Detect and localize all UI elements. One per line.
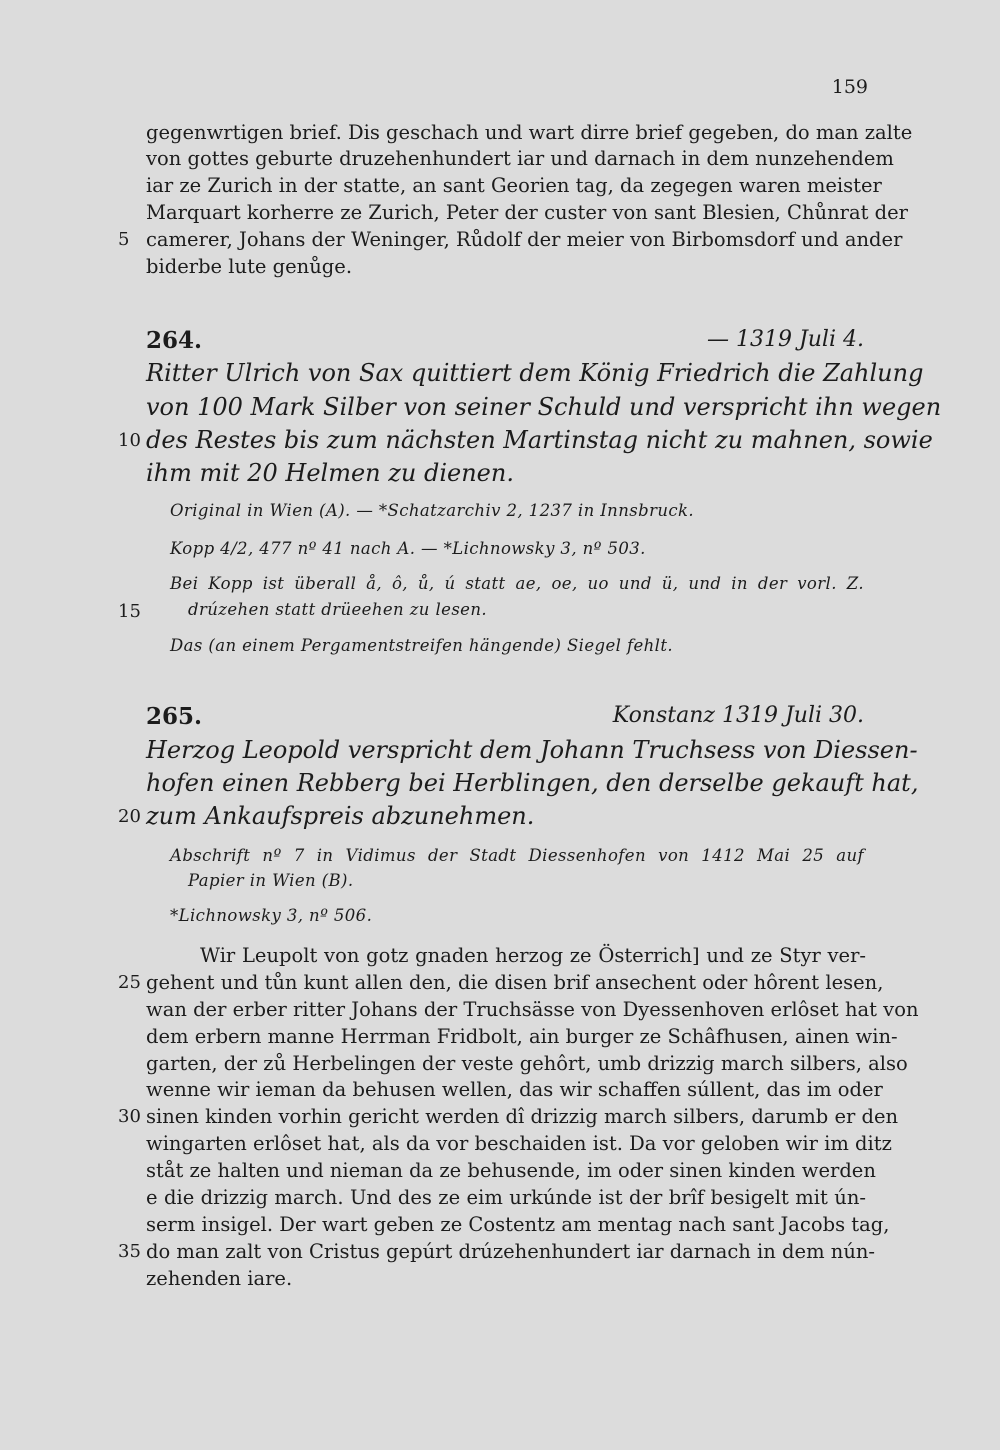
text-line: biderbe lute genůge. <box>146 255 353 278</box>
text-line: zehenden iare. <box>146 1267 293 1290</box>
text-line: gehent und tůn kunt allen den, die disen brif ansechent oder hôrent lesen, <box>146 971 884 994</box>
line-number: 35 <box>118 1241 141 1262</box>
text-line: wan der erber ritter Johans der Truchsässe von Dyessenhoven erlôset hat von <box>146 998 919 1021</box>
text-line: ståt ze halten und nieman da ze behusende, im oder sinen kinden werden <box>146 1159 876 1182</box>
line-number: 20 <box>118 806 141 827</box>
source-note: Original in Wien (A). — *Schatzarchiv 2, 1237 in Innsbruck. <box>170 501 695 520</box>
page-number: 159 <box>831 76 868 98</box>
text-line: e die drizzig march. Und des ze eim urkúnde ist der brîf besigelt mit ún- <box>146 1186 866 1209</box>
text-line: gegenwrtigen brief. Dis geschach und wart dirre brief gegeben, do man zalte <box>146 121 913 144</box>
source-note: Papier in Wien (B). <box>188 871 354 890</box>
line-number: 25 <box>118 972 141 993</box>
source-note: drúzehen statt drüeehen zu lesen. <box>188 600 488 619</box>
text-line: Marquart korherre ze Zurich, Peter der custer von sant Blesien, Chůnrat der <box>146 201 908 224</box>
source-note: Abschrift nº 7 in Vidimus der Stadt Diessenhofen von 1412 Mai 25 auf <box>170 846 864 865</box>
regest-line: zum Ankaufspreis abzunehmen. <box>146 802 535 830</box>
entry-number: 264. <box>146 327 203 354</box>
text-line: wenne wir ieman da behusen wellen, das wir schaffen súllent, das im oder <box>146 1078 883 1101</box>
source-note: *Lichnowsky 3, nº 506. <box>170 906 373 925</box>
line-number: 10 <box>118 430 141 451</box>
regest-line: Herzog Leopold verspricht dem Johann Truchsess von Diessen- <box>146 736 918 764</box>
line-number: 15 <box>118 601 141 622</box>
text-line: sinen kinden vorhin gericht werden dî drizzig march silbers, darumb er den <box>146 1105 899 1128</box>
text-line: dem erbern manne Herrman Fridbolt, ain burger ze Schâfhusen, ainen win- <box>146 1025 898 1048</box>
text-line: iar ze Zurich in der statte, an sant Georien tag, da zegegen waren meister <box>146 174 882 197</box>
entry-heading <box>146 703 864 733</box>
text-line: do man zalt von Cristus gepúrt drúzehenhundert iar darnach in dem nún- <box>146 1240 876 1263</box>
regest-line: des Restes bis zum nächsten Martinstag nicht zu mahnen, sowie <box>146 426 933 454</box>
text-line: garten, der zů Herbelingen der veste gehôrt, umb drizzig march silbers, also <box>146 1052 908 1075</box>
regest-line: hofen einen Rebberg bei Herblingen, den derselbe gekauft hat, <box>146 769 919 797</box>
text-line: camerer, Johans der Weninger, Růdolf der meier von Birbomsdorf und ander <box>146 228 903 251</box>
entry-date: — 1319 Juli 4. <box>706 327 864 352</box>
entry-number: 265. <box>146 703 203 730</box>
source-note: Kopp 4/2, 477 nº 41 nach A. — *Lichnowsky 3, nº 503. <box>170 539 646 558</box>
line-number: 5 <box>118 229 130 250</box>
regest-line: Ritter Ulrich von Sax quittiert dem König Friedrich die Zahlung <box>146 359 924 387</box>
text-line: serm insigel. Der wart geben ze Costentz am mentag nach sant Jacobs tag, <box>146 1213 890 1236</box>
entry-heading <box>146 327 864 357</box>
text-line: wingarten erlôset hat, als da vor beschaiden ist. Da vor geloben wir im ditz <box>146 1132 892 1155</box>
regest-line: von 100 Mark Silber von seiner Schuld und verspricht ihn wegen <box>146 393 942 421</box>
text-line: von gottes geburte druzehenhundert iar und darnach in dem nunzehendem <box>146 147 894 170</box>
text-line: Wir Leupolt von gotz gnaden herzog ze Österrich] und ze Styr ver- <box>200 944 866 967</box>
entry-date: Konstanz 1319 Juli 30. <box>612 703 864 728</box>
regest-line: ihm mit 20 Helmen zu dienen. <box>146 459 514 487</box>
line-number: 30 <box>118 1106 141 1127</box>
source-note: Das (an einem Pergamentstreifen hängende) Siegel fehlt. <box>170 636 673 655</box>
source-note: Bei Kopp ist überall å, ô, ů, ú statt ae, oe, uo und ü, und in der vorl. Z. <box>170 574 864 593</box>
